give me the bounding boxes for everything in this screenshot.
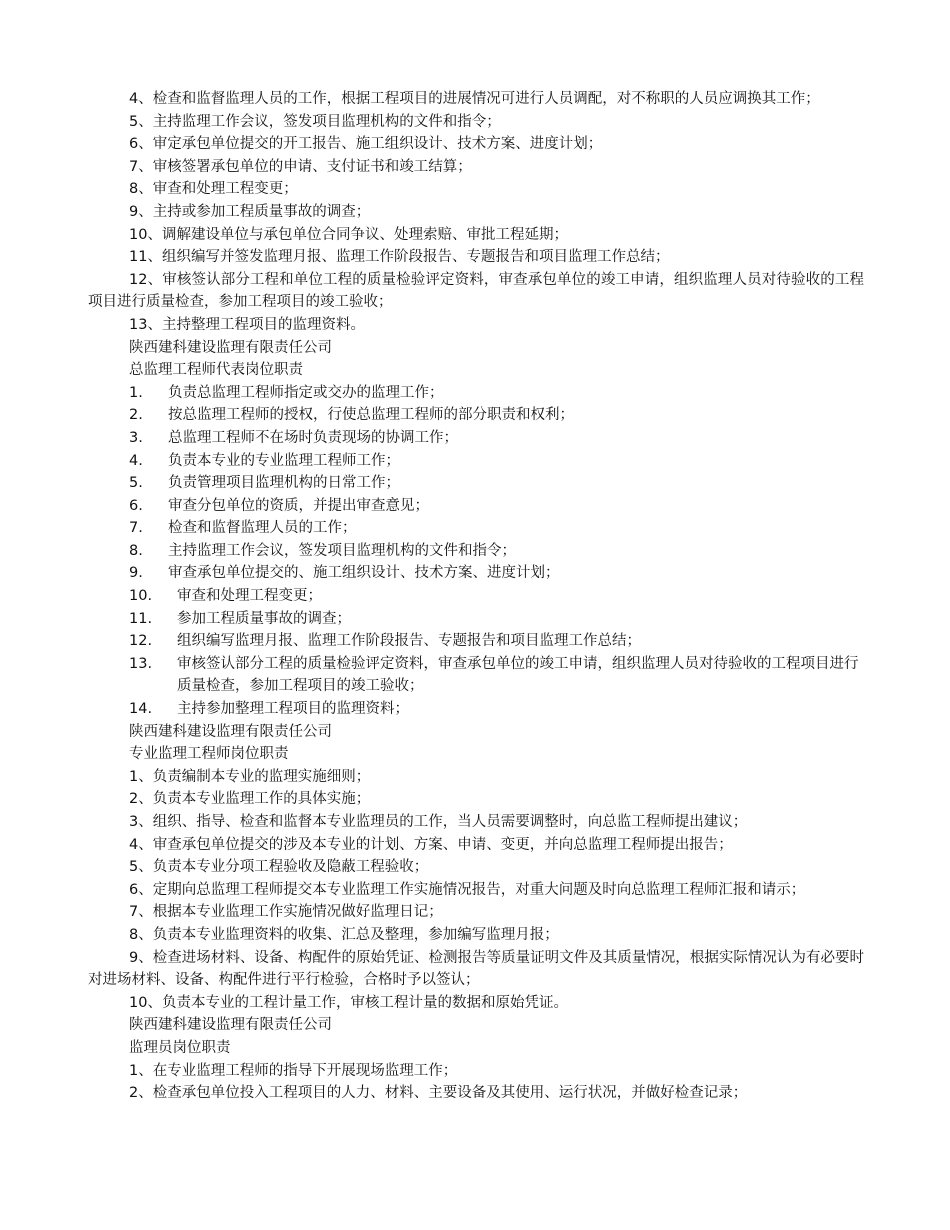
item-number: 8. [129,542,143,559]
company-name: 陕西建科建设监理有限责任公司 [129,1017,332,1034]
numbered-item [88,608,864,631]
list-item: 3、组织、指导、检查和监督本专业监理员的工作，当人员需要调整时，向总监工程师提出建议； [129,814,748,830]
list-item: 6、定期向总监理工程师提交本专业监理工作实施情况报告，对重大问题及时向总监理工程师汇报和请示； [129,881,806,898]
item-number: 9. [129,565,143,582]
numbered-item [88,698,864,721]
list-item: 1、负责编制本专业的监理实施细则； [129,768,371,785]
item-text: 审查分包单位的资质，并提出审查意见； [168,497,429,514]
company-name: 陕西建科建设监理有限责任公司 [129,339,332,356]
item-number: 10. [129,588,153,605]
item-text: 组织编写监理月报、监理工作阶段报告、专题报告和项目监理工作总结； [177,633,641,650]
item-number: 12. [129,633,153,650]
list-item: 6、审定承包单位提交的开工报告、施工组织设计、技术方案、进度计划； [129,136,603,153]
list-item: 7、根据本专业监理工作实施情况做好监理日记； [129,904,443,921]
numbered-item [88,653,864,698]
item-number: 1. [129,384,143,401]
list-item: 9、检查进场材料、设备、构配件的原始凭证、检测报告等质量证明文件及其质量情况，根据实际情况认为有必要时对进场材料、设备、构配件进行平行检验，合格时予以签认； [88,949,864,989]
item-number: 2. [129,407,143,424]
numbered-item [88,404,864,427]
list-item: 5、主持监理工作会议，签发项目监理机构的文件和指令； [129,113,501,130]
deputy-engineer-duties-list [88,382,864,721]
numbered-item [88,495,864,518]
numbered-item [88,382,864,405]
list-item: 7、审核签署承包单位的申请、支付证书和竣工结算； [129,158,472,175]
item-text: 负责总监理工程师指定或交办的监理工作； [168,384,444,401]
item-number: 5. [129,475,143,492]
list-item: 9、主持或参加工程质量事故的调查； [129,203,371,220]
document-page [88,88,864,1105]
numbered-item [88,540,864,563]
item-text: 负责管理项目监理机构的日常工作； [168,475,400,492]
item-number: 11. [129,610,153,627]
numbered-item [88,630,864,653]
numbered-item [88,427,864,450]
list-item: 8、负责本专业监理资料的收集、汇总及整理，参加编写监理月报； [129,926,559,943]
item-text: 参加工程质量事故的调查； [177,610,351,627]
item-text: 按总监理工程师的授权，行使总监理工程师的部分职责和权利； [168,407,574,424]
numbered-item [88,562,864,585]
supervisor-duties-list [88,1060,864,1105]
list-item: 12、审核签认部分工程和单位工程的质量检验评定资料，审查承包单位的竣工申请，组织监理人员对待验收的工程项目进行质量检查，参加工程项目的竣工验收； [88,271,864,311]
list-item: 10、调解建设单位与承包单位合同争议、处理索赔、审批工程延期； [129,226,568,243]
item-text: 审核签认部分工程的质量检验评定资料，审查承包单位的竣工申请，组织监理人员对待验收的工程项目进行质量检查，参加工程项目的竣工验收； [177,655,859,695]
numbered-item [88,472,864,495]
list-item: 2、检查承包单位投入工程项目的人力、材料、主要设备及其使用、运行状况，并做好检查记录； [129,1085,748,1102]
section-title: 监理员岗位职责 [129,1039,231,1056]
numbered-item [88,450,864,473]
item-number: 14. [129,701,153,718]
item-text: 审查和处理工程变更； [177,588,322,605]
list-item: 10、负责本专业的工程计量工作，审核工程计量的数据和原始凭证。 [129,994,568,1011]
specialty-engineer-duties-list [88,766,864,1015]
list-item: 1、在专业监理工程师的指导下开展现场监理工作； [129,1062,458,1079]
numbered-item [88,517,864,540]
company-name: 陕西建科建设监理有限责任公司 [129,723,332,740]
numbered-item [88,585,864,608]
list-item: 13、主持整理工程项目的监理资料。 [129,316,365,333]
chief-engineer-duties-list [88,88,864,337]
list-item: 11、组织编写并签发监理月报、监理工作阶段报告、专题报告和项目监理工作总结； [129,249,670,266]
item-number: 13. [129,655,153,672]
item-text: 总监理工程师不在场时负责现场的协调工作； [168,429,458,446]
list-item: 4、检查和监督监理人员的工作，根据工程项目的进展情况可进行人员调配，对不称职的人员应调换其工作； [129,91,820,107]
list-item: 2、负责本专业监理工作的具体实施； [129,791,371,808]
list-item: 8、审查和处理工程变更； [129,181,298,198]
item-text: 主持监理工作会议，签发项目监理机构的文件和指令； [168,542,516,559]
item-text: 检查和监督监理人员的工作； [168,520,357,537]
item-number: 3. [129,429,143,446]
item-text: 审查承包单位提交的、施工组织设计、技术方案、进度计划； [168,565,560,582]
list-item: 4、审查承包单位提交的涉及本专业的计划、方案、申请、变更，并向总监理工程师提出报告； [129,836,733,853]
section-title: 总监理工程师代表岗位职责 [129,362,303,379]
item-number: 4. [129,452,143,469]
section-title: 专业监理工程师岗位职责 [129,746,289,763]
item-number: 7. [129,520,143,537]
item-text: 主持参加整理工程项目的监理资料； [177,701,409,718]
item-number: 6. [129,497,143,514]
item-text: 负责本专业的专业监理工程师工作； [168,452,400,469]
list-item: 5、负责本专业分项工程验收及隐蔽工程验收； [129,859,429,876]
